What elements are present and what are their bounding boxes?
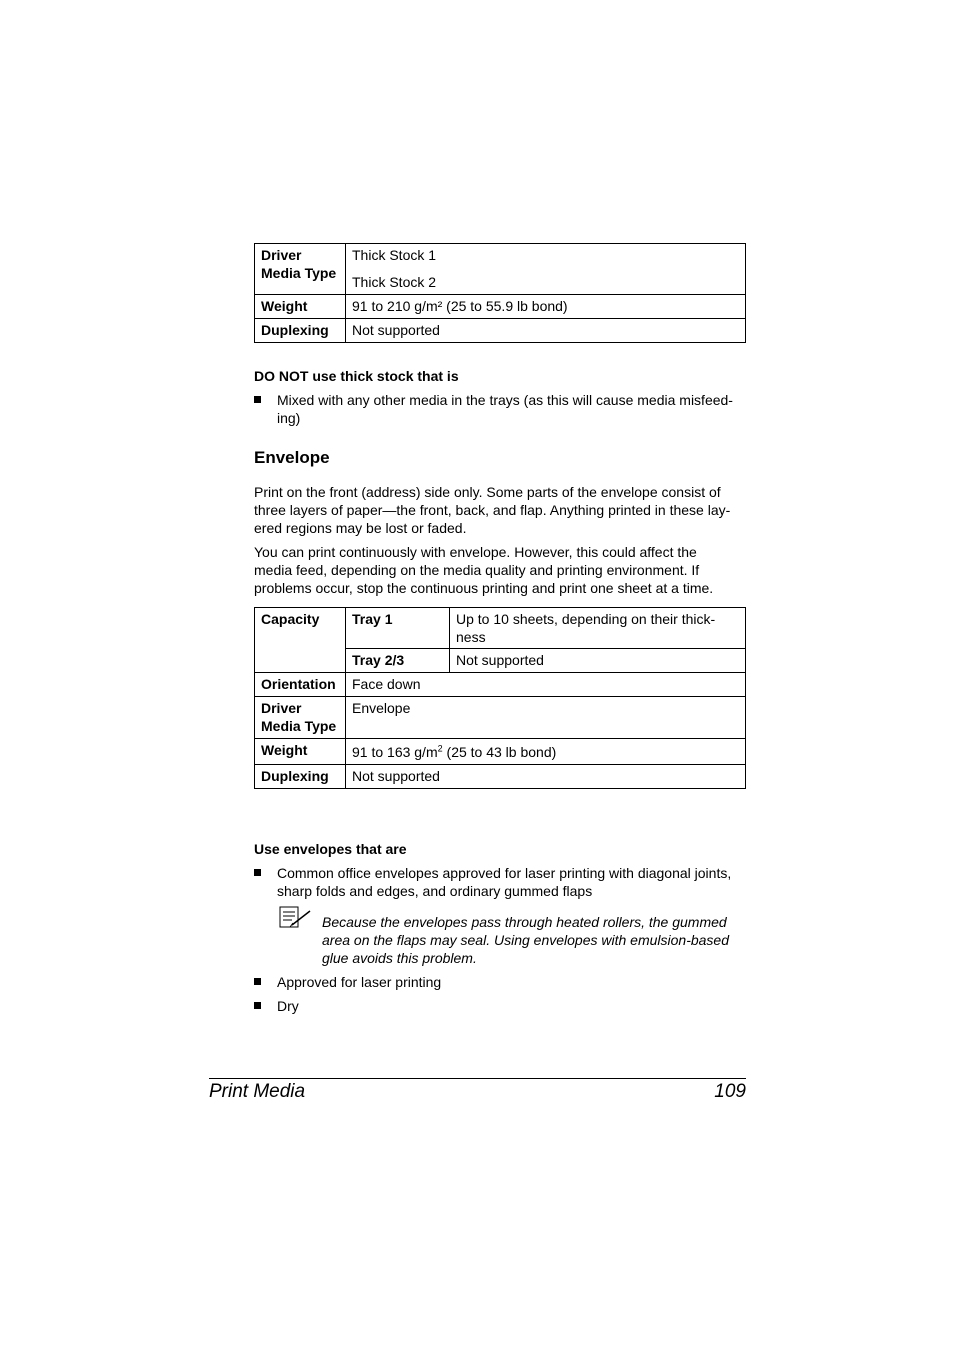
list-item: Mixed with any other media in the trays (as this will cause media misfeed- ing): [254, 391, 746, 427]
page-number: 109: [714, 1081, 746, 1102]
orientation-label: Orientation: [255, 673, 346, 697]
duplexing-value: Not supported: [346, 319, 746, 343]
list-item: Common office envelopes approved for laser printing with diagonal joints, sharp folds and edges, and ordinary gummed flaps: [254, 864, 746, 900]
driver-media-type-value: [346, 244, 746, 295]
driver-media-type-label: Driver Media Type: [255, 244, 346, 295]
bullet-square-icon: [254, 869, 261, 876]
orientation-value: Face down: [346, 673, 746, 697]
tray1-label: Tray 1: [346, 608, 450, 649]
thick-stock-table: [254, 243, 746, 343]
footer-rule: [209, 1078, 746, 1079]
duplexing-label: Duplexing: [255, 765, 346, 789]
section-title: Envelope: [254, 448, 330, 467]
paragraph: You can print continuously with envelope. However, this could affect the media feed, depending on the media quality and printing environment. If problems occur, stop the continuous printing and print one sheet at a time.: [254, 544, 714, 596]
driver-media-type-value: Envelope: [346, 697, 746, 739]
note-icon: [278, 905, 314, 929]
thick-stock-1: Thick Stock 1: [352, 247, 437, 263]
tray23-value: Not supported: [450, 649, 746, 673]
note-text: Because the envelopes pass through heated rollers, the gummed area on the flaps may seal. Using envelopes with emulsion-based glue avoids this problem.: [322, 914, 730, 966]
list-item: Approved for laser printing: [254, 973, 746, 991]
weight-label: Weight: [255, 295, 346, 319]
bullet-square-icon: [254, 978, 261, 985]
footer-title: Print Media: [209, 1081, 306, 1102]
weight-value: 91 to 163 $g/m^2$ (25 to 43 lb bond): [346, 739, 746, 765]
duplexing-value: Not supported: [346, 765, 746, 789]
weight-value: 91 to 210 g/m² (25 to 55.9 lb bond): [346, 295, 746, 319]
bullet-square-icon: [254, 1002, 261, 1009]
weight-label: Weight: [255, 739, 346, 765]
caution-heading: DO NOT use thick stock that is: [254, 368, 459, 384]
thick-stock-2: Thick Stock 2: [352, 274, 437, 290]
driver-media-type-label: Driver Media Type: [255, 697, 346, 739]
capacity-label: Capacity: [255, 608, 346, 673]
bullet-square-icon: [254, 396, 261, 403]
tray1-value: Up to 10 sheets, depending on their thick- ness: [450, 608, 746, 649]
duplexing-label: Duplexing: [255, 319, 346, 343]
envelope-table: [254, 607, 746, 789]
list-item: Dry: [254, 997, 746, 1015]
use-heading: Use envelopes that are: [254, 841, 407, 857]
paragraph: Print on the front (address) side only. Some parts of the envelope consist of three layers of paper—the front, back, and flap. Anything printed in these lay- ered regions may be lost or faded.: [254, 484, 731, 536]
tray23-label: Tray 2/3: [346, 649, 450, 673]
